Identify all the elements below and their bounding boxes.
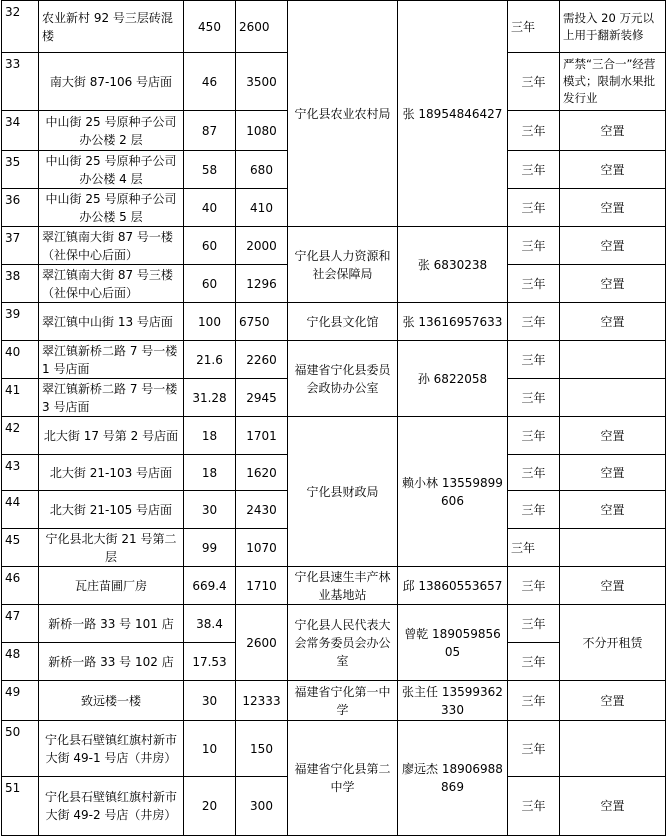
area-cell: 38.4 bbox=[184, 605, 236, 643]
table-row bbox=[2, 681, 666, 721]
note-cell: 空置 bbox=[560, 417, 666, 455]
address-cell: 中山街 25 号原种子公司办公楼 4 层 bbox=[39, 151, 184, 189]
contact-cell: 孙 6822058 bbox=[398, 341, 508, 417]
note-cell: 严禁“三合一”经营模式；限制水果批发行业 bbox=[560, 53, 666, 111]
rent-cell: 1620 bbox=[236, 455, 288, 491]
rent-cell: 410 bbox=[236, 189, 288, 227]
term-cell: 三年 bbox=[508, 455, 560, 491]
term-cell: 三年 bbox=[508, 491, 560, 529]
term-cell: 三年 bbox=[508, 681, 560, 721]
area-cell: 100 bbox=[184, 303, 236, 341]
note-cell bbox=[560, 379, 666, 417]
property-lease-table bbox=[1, 0, 666, 836]
address-cell: 翠江镇南大街 87 号三楼（社保中心后面） bbox=[39, 265, 184, 303]
row-number: 32 bbox=[2, 1, 39, 53]
contact-cell: 张 18954846427 bbox=[398, 1, 508, 227]
rent-cell: 2600 bbox=[236, 605, 288, 681]
note-cell bbox=[560, 721, 666, 777]
rent-cell: 1710 bbox=[236, 567, 288, 605]
term-cell: 三年 bbox=[508, 379, 560, 417]
address-cell: 北大街 17 号第 2 号店面 bbox=[39, 417, 184, 455]
area-cell: 99 bbox=[184, 529, 236, 567]
table-row bbox=[2, 303, 666, 341]
area-cell: 20 bbox=[184, 777, 236, 836]
row-number: 39 bbox=[2, 303, 39, 341]
address-cell: 翠江镇新桥二路 7 号一楼 3 号店面 bbox=[39, 379, 184, 417]
contact-cell: 赖小林 13559899606 bbox=[398, 417, 508, 567]
term-cell: 三年 bbox=[508, 567, 560, 605]
unit-cell: 宁化县文化馆 bbox=[288, 303, 398, 341]
unit-cell: 福建省宁化县委员会政协办公室 bbox=[288, 341, 398, 417]
note-cell: 空置 bbox=[560, 189, 666, 227]
term-cell: 三年 bbox=[508, 303, 560, 341]
area-cell: 40 bbox=[184, 189, 236, 227]
contact-cell: 廖远杰 18906988869 bbox=[398, 721, 508, 836]
address-cell: 翠江镇南大街 87 号一楼（社保中心后面） bbox=[39, 227, 184, 265]
row-number: 42 bbox=[2, 417, 39, 455]
row-number: 38 bbox=[2, 265, 39, 303]
term-cell: 三年 bbox=[508, 111, 560, 151]
row-number: 37 bbox=[2, 227, 39, 265]
unit-cell: 宁化县人力资源和社会保障局 bbox=[288, 227, 398, 303]
note-cell: 空置 bbox=[560, 111, 666, 151]
area-cell: 58 bbox=[184, 151, 236, 189]
contact-cell: 张 6830238 bbox=[398, 227, 508, 303]
term-cell: 三年 bbox=[508, 227, 560, 265]
table-row bbox=[2, 1, 666, 53]
rent-cell: 1070 bbox=[236, 529, 288, 567]
table-row bbox=[2, 341, 666, 379]
note-cell: 空置 bbox=[560, 777, 666, 836]
address-cell: 宁化县石壁镇红旗村新市大街 49-1 号店（井房） bbox=[39, 721, 184, 777]
rent-cell: 3500 bbox=[236, 53, 288, 111]
unit-cell: 宁化县速生丰产林业基地站 bbox=[288, 567, 398, 605]
rent-cell: 150 bbox=[236, 721, 288, 777]
term-cell: 三年 bbox=[508, 341, 560, 379]
row-number: 35 bbox=[2, 151, 39, 189]
term-cell: 三年 bbox=[508, 189, 560, 227]
unit-cell: 福建省宁化县第二中学 bbox=[288, 721, 398, 836]
rent-cell: 2430 bbox=[236, 491, 288, 529]
rent-cell: 1701 bbox=[236, 417, 288, 455]
unit-cell: 福建省宁化第一中学 bbox=[288, 681, 398, 721]
rent-cell: 12333 bbox=[236, 681, 288, 721]
area-cell: 450 bbox=[184, 1, 236, 53]
row-number: 41 bbox=[2, 379, 39, 417]
note-cell: 空置 bbox=[560, 303, 666, 341]
address-cell: 新桥一路 33 号 102 店 bbox=[39, 643, 184, 681]
row-number: 50 bbox=[2, 721, 39, 777]
row-number: 49 bbox=[2, 681, 39, 721]
term-cell: 三年 bbox=[508, 777, 560, 836]
row-number: 47 bbox=[2, 605, 39, 643]
unit-cell: 宁化县人民代表大会常务委员会办公室 bbox=[288, 605, 398, 681]
note-cell: 空置 bbox=[560, 227, 666, 265]
note-cell: 空置 bbox=[560, 455, 666, 491]
area-cell: 18 bbox=[184, 417, 236, 455]
area-cell: 10 bbox=[184, 721, 236, 777]
term-cell: 三年 bbox=[508, 151, 560, 189]
contact-cell: 邱 13860553657 bbox=[398, 567, 508, 605]
address-cell: 南大街 87-106 号店面 bbox=[39, 53, 184, 111]
rent-cell: 1296 bbox=[236, 265, 288, 303]
unit-cell: 宁化县农业农村局 bbox=[288, 1, 398, 227]
address-cell: 翠江镇中山街 13 号店面 bbox=[39, 303, 184, 341]
rent-cell: 2600 bbox=[236, 1, 288, 53]
note-cell: 空置 bbox=[560, 567, 666, 605]
contact-cell: 张 13616957633 bbox=[398, 303, 508, 341]
note-cell: 空置 bbox=[560, 265, 666, 303]
area-cell: 60 bbox=[184, 265, 236, 303]
contact-cell: 曾乾 18905985605 bbox=[398, 605, 508, 681]
term-cell: 三年 bbox=[508, 721, 560, 777]
address-cell: 致远楼一楼 bbox=[39, 681, 184, 721]
row-number: 33 bbox=[2, 53, 39, 111]
address-cell: 宁化县北大街 21 号第二层 bbox=[39, 529, 184, 567]
address-cell: 农业新村 92 号三层砖混楼 bbox=[39, 1, 184, 53]
note-cell: 空置 bbox=[560, 491, 666, 529]
table-row bbox=[2, 567, 666, 605]
unit-cell: 宁化县财政局 bbox=[288, 417, 398, 567]
address-cell: 中山街 25 号原种子公司办公楼 5 层 bbox=[39, 189, 184, 227]
row-number: 43 bbox=[2, 455, 39, 491]
term-cell: 三年 bbox=[508, 265, 560, 303]
area-cell: 87 bbox=[184, 111, 236, 151]
rent-cell: 2945 bbox=[236, 379, 288, 417]
area-cell: 30 bbox=[184, 681, 236, 721]
term-cell: 三年 bbox=[508, 1, 560, 53]
row-number: 45 bbox=[2, 529, 39, 567]
term-cell: 三年 bbox=[508, 605, 560, 643]
rent-cell: 2260 bbox=[236, 341, 288, 379]
note-cell: 不分开租赁 bbox=[560, 605, 666, 681]
term-cell: 三年 bbox=[508, 53, 560, 111]
table-row bbox=[2, 605, 666, 643]
area-cell: 21.6 bbox=[184, 341, 236, 379]
note-cell: 空置 bbox=[560, 681, 666, 721]
area-cell: 46 bbox=[184, 53, 236, 111]
address-cell: 北大街 21-105 号店面 bbox=[39, 491, 184, 529]
rent-cell: 1080 bbox=[236, 111, 288, 151]
row-number: 46 bbox=[2, 567, 39, 605]
area-cell: 669.4 bbox=[184, 567, 236, 605]
table-row bbox=[2, 227, 666, 265]
note-cell bbox=[560, 341, 666, 379]
table-row bbox=[2, 417, 666, 455]
row-number: 44 bbox=[2, 491, 39, 529]
area-cell: 60 bbox=[184, 227, 236, 265]
term-cell: 三年 bbox=[508, 529, 560, 567]
area-cell: 18 bbox=[184, 455, 236, 491]
rent-cell: 680 bbox=[236, 151, 288, 189]
rent-cell: 2000 bbox=[236, 227, 288, 265]
row-number: 51 bbox=[2, 777, 39, 836]
address-cell: 新桥一路 33 号 101 店 bbox=[39, 605, 184, 643]
row-number: 48 bbox=[2, 643, 39, 681]
rent-cell: 6750 bbox=[236, 303, 288, 341]
area-cell: 17.53 bbox=[184, 643, 236, 681]
address-cell: 宁化县石壁镇红旗村新市大街 49-2 号店（井房） bbox=[39, 777, 184, 836]
rent-cell: 300 bbox=[236, 777, 288, 836]
row-number: 40 bbox=[2, 341, 39, 379]
term-cell: 三年 bbox=[508, 417, 560, 455]
address-cell: 翠江镇新桥二路 7 号一楼 1 号店面 bbox=[39, 341, 184, 379]
table-row bbox=[2, 721, 666, 777]
row-number: 36 bbox=[2, 189, 39, 227]
row-number: 34 bbox=[2, 111, 39, 151]
term-cell: 三年 bbox=[508, 643, 560, 681]
note-cell: 需投入 20 万元以上用于翻新装修 bbox=[560, 1, 666, 53]
note-cell: 空置 bbox=[560, 151, 666, 189]
area-cell: 31.28 bbox=[184, 379, 236, 417]
address-cell: 瓦庄苗圃厂房 bbox=[39, 567, 184, 605]
note-cell bbox=[560, 529, 666, 567]
area-cell: 30 bbox=[184, 491, 236, 529]
address-cell: 中山街 25 号原种子公司办公楼 2 层 bbox=[39, 111, 184, 151]
address-cell: 北大街 21-103 号店面 bbox=[39, 455, 184, 491]
contact-cell: 张主任 13599362330 bbox=[398, 681, 508, 721]
